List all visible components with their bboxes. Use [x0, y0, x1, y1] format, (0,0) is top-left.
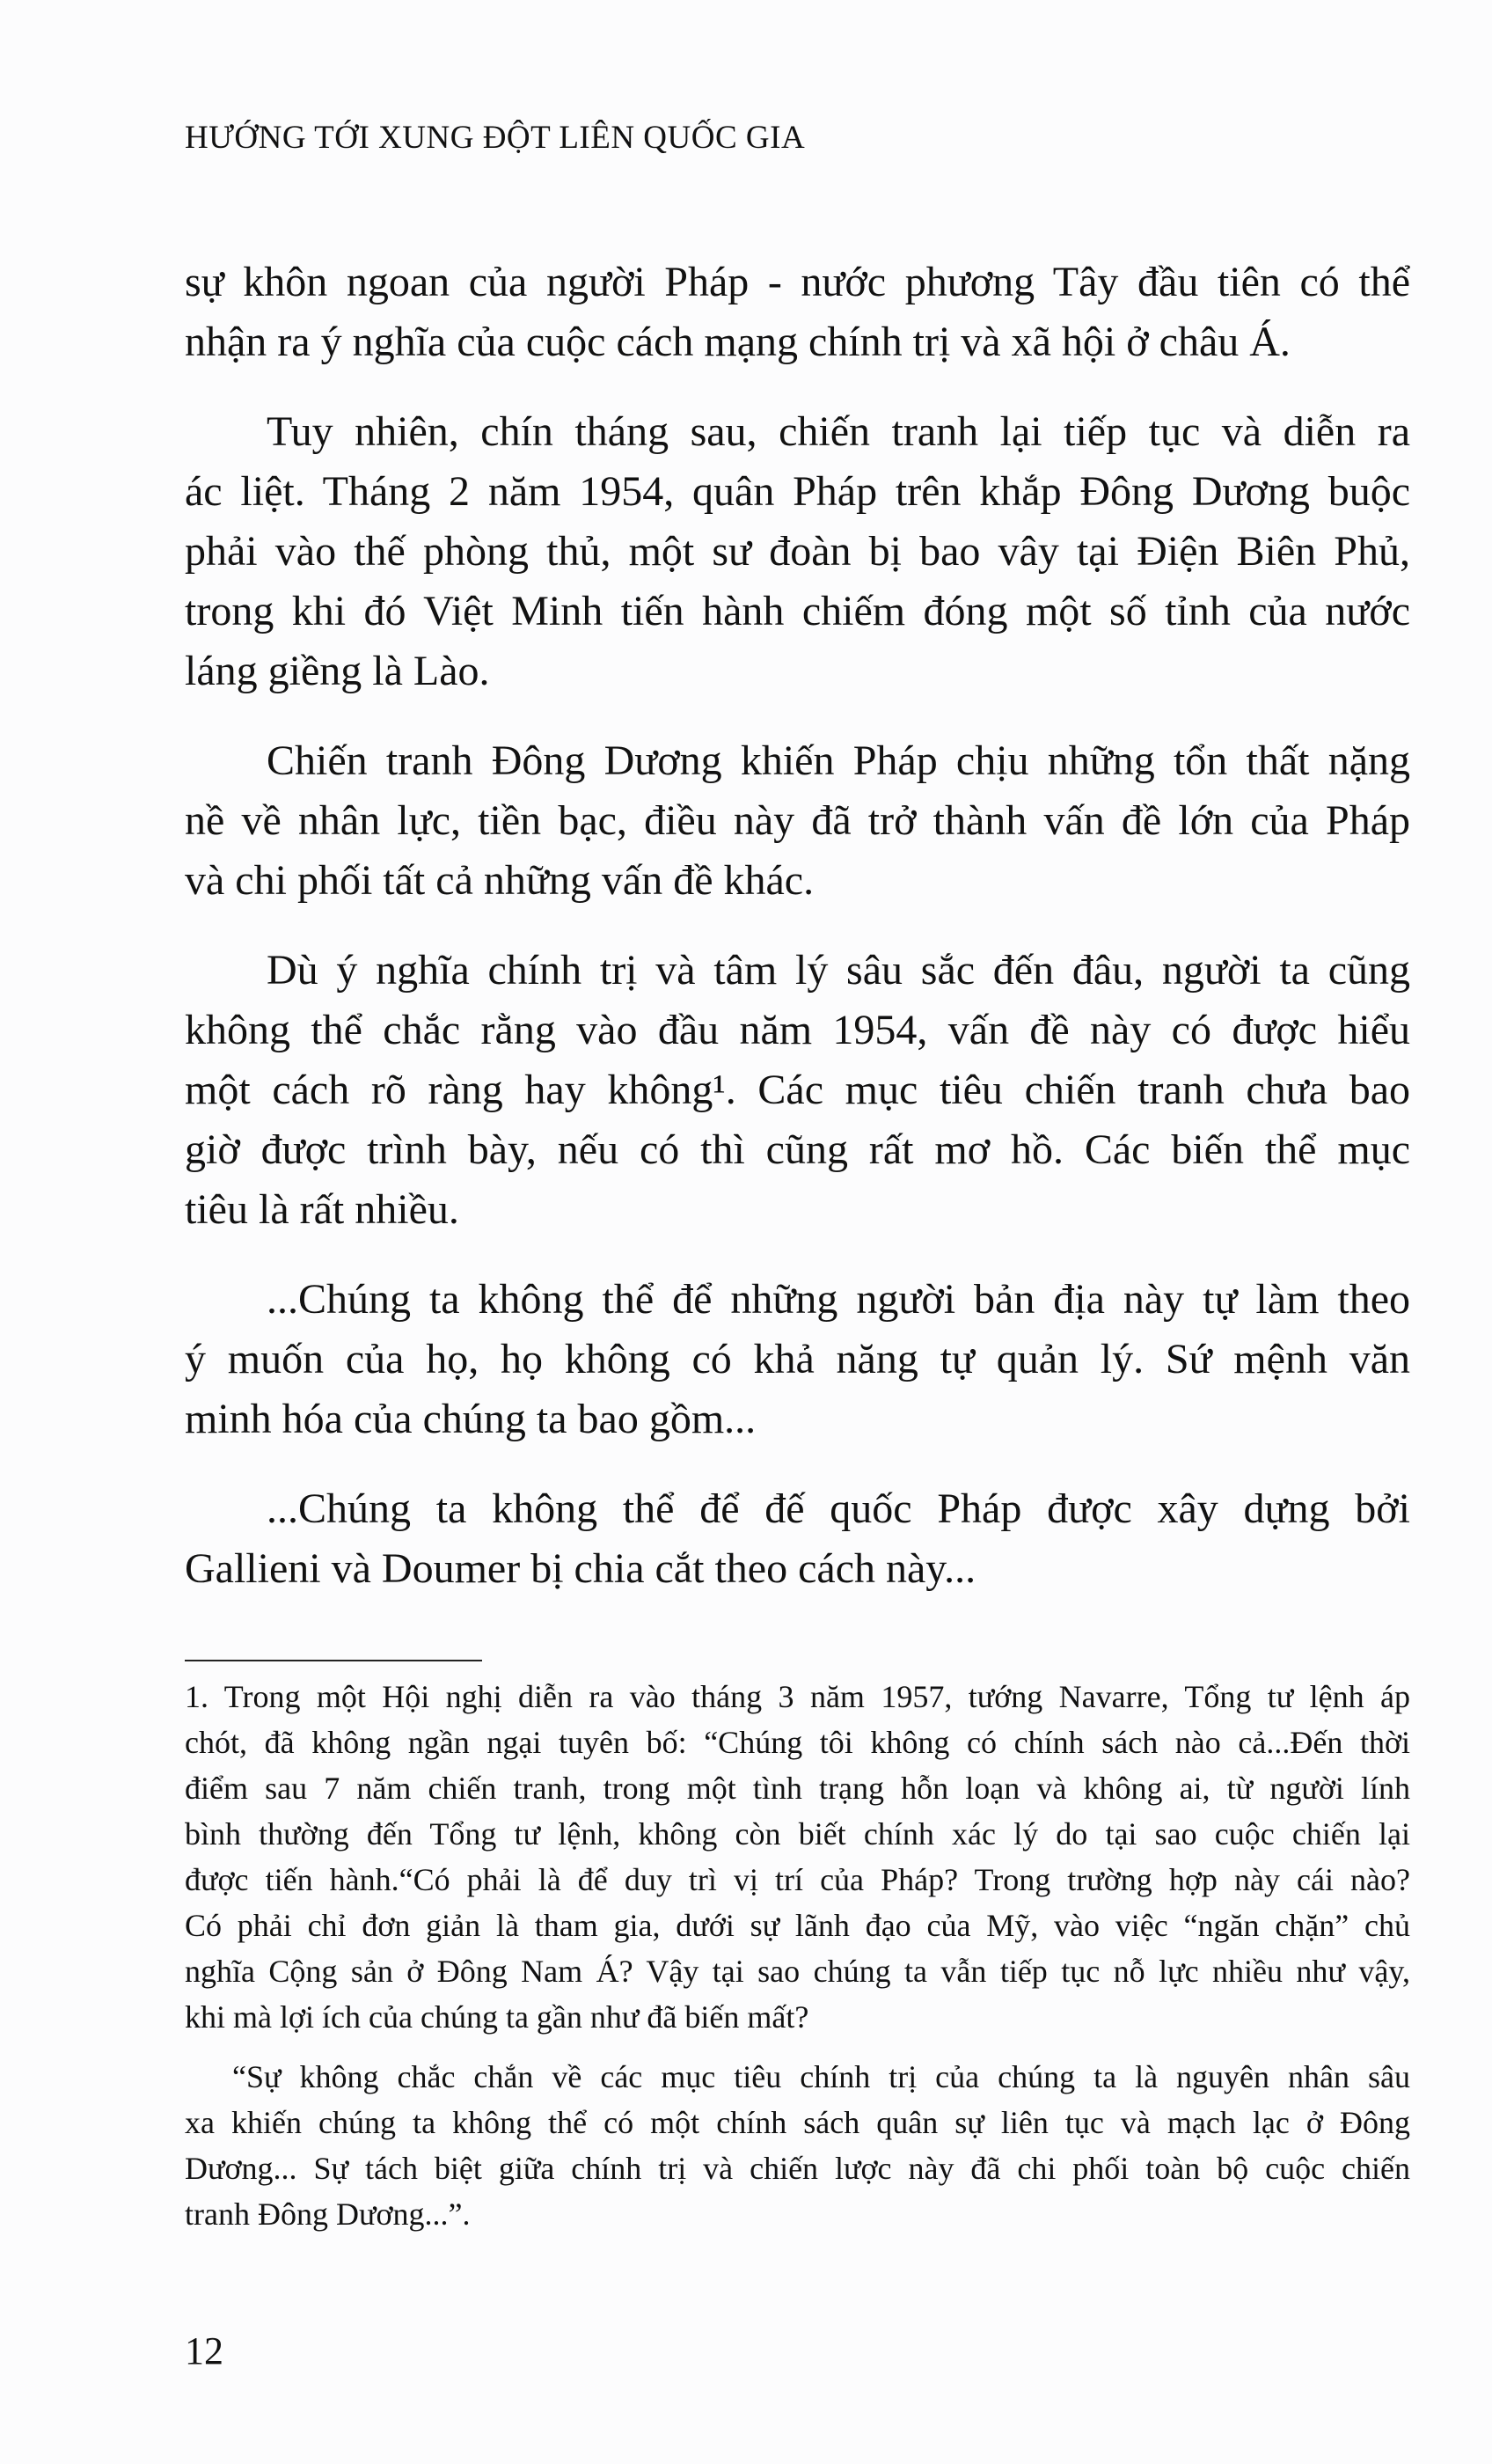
- paragraph: [185, 253, 1410, 372]
- text-line: Dù ý nghĩa chính trị và tâm lý sâu sắc đến đâu, người ta cũng: [267, 947, 1410, 994]
- text-line: ác liệt. Tháng 2 năm 1954, quân Pháp trên khắp Đông Dương buộc: [185, 468, 1410, 515]
- text-line: Dương... Sự tách biệt giữa chính trị và chiến lược này đã chi phối toàn bộ cuộc chiến: [185, 2151, 1410, 2186]
- text-line: không thể chắc rằng vào đầu năm 1954, vấn đề này có được hiểu: [185, 1007, 1410, 1053]
- text-line: bình thường đến Tổng tư lệnh, không còn biết chính xác lý do tại sao cuộc chiến lại: [185, 1816, 1410, 1852]
- paragraph: [185, 731, 1410, 911]
- text-line: nhận ra ý nghĩa của cuộc cách mạng chính trị và xã hội ở châu Á.: [185, 319, 1291, 365]
- text-line: ...Chúng ta không thể để đế quốc Pháp được xây dựng bởi: [267, 1485, 1410, 1532]
- text-line: ...Chúng ta không thể để những người bản địa này tự làm theo: [267, 1276, 1410, 1323]
- text-line: trong khi đó Việt Minh tiến hành chiếm đóng một số tỉnh của nước: [185, 588, 1410, 634]
- text-line: chót, đã không ngần ngại tuyên bố: “Chúng tôi không có chính sách nào cả...Đến thời: [185, 1725, 1410, 1760]
- text-line: giờ được trình bày, nếu có thì cũng rất mơ hồ. Các biến thể mục: [185, 1126, 1410, 1173]
- footnote-paragraph: [185, 2054, 1410, 2237]
- body-text: [185, 253, 1410, 1629]
- text-line: “Sự không chắc chắn về các mục tiêu chính trị của chúng ta là nguyên nhân sâu: [232, 2059, 1410, 2094]
- text-line: nghĩa Cộng sản ở Đông Nam Á? Vậy tại sao chúng ta vẫn tiếp tục nỗ lực nhiều như vậy,: [185, 1954, 1410, 1989]
- text-line: xa khiến chúng ta không thể có một chính sách quân sự liên tục và mạch lạc ở Đông: [185, 2105, 1410, 2140]
- text-line: phải vào thế phòng thủ, một sư đoàn bị bao vây tại Điện Biên Phủ,: [185, 528, 1410, 575]
- text-line: Tuy nhiên, chín tháng sau, chiến tranh lại tiếp tục và diễn ra: [267, 408, 1410, 455]
- text-line: ý muốn của họ, họ không có khả năng tự quản lý. Sứ mệnh văn: [185, 1336, 1410, 1382]
- running-header: HƯỚNG TỚI XUNG ĐỘT LIÊN QUỐC GIA: [185, 120, 806, 156]
- text-line: láng giềng là Lào.: [185, 648, 490, 694]
- paragraph: [185, 1479, 1410, 1599]
- text-line: nề về nhân lực, tiền bạc, điều này đã trở thành vấn đề lớn của Pháp: [185, 797, 1410, 844]
- text-line: khi mà lợi ích của chúng ta gần như đã biến mất?: [185, 1999, 809, 2035]
- paragraph: [185, 402, 1410, 701]
- text-line: Chiến tranh Đông Dương khiến Pháp chịu những tổn thất nặng: [267, 737, 1410, 784]
- paragraph: [185, 1270, 1410, 1449]
- paragraph: [185, 941, 1410, 1240]
- text-line: sự khôn ngoan của người Pháp - nước phương Tây đầu tiên có thể: [185, 259, 1410, 305]
- footnote-paragraph: [185, 1674, 1410, 2040]
- text-line: Gallieni và Doumer bị chia cắt theo cách này...: [185, 1545, 976, 1592]
- text-line: Có phải chỉ đơn giản là tham gia, dưới sự lãnh đạo của Mỹ, vào việc “ngăn chặn” chủ: [185, 1908, 1410, 1943]
- text-line: được tiến hành.“Có phải là để duy trì vị trí của Pháp? Trong trường hợp này cái nào?: [185, 1862, 1410, 1897]
- text-line: minh hóa của chúng ta bao gồm...: [185, 1396, 757, 1442]
- page-number: 12: [185, 2329, 223, 2372]
- text-line: và chi phối tất cả những vấn đề khác.: [185, 857, 815, 904]
- text-line: một cách rõ ràng hay không¹. Các mục tiêu chiến tranh chưa bao: [185, 1067, 1410, 1113]
- text-line: 1. Trong một Hội nghị diễn ra vào tháng 3 năm 1957, tướng Navarre, Tổng tư lệnh áp: [185, 1679, 1410, 1714]
- text-line: tiêu là rất nhiều.: [185, 1186, 459, 1233]
- text-line: điểm sau 7 năm chiến tranh, trong một tình trạng hỗn loạn và không ai, từ người lính: [185, 1771, 1410, 1806]
- text-line: tranh Đông Dương...”.: [185, 2196, 471, 2232]
- footnote: [185, 1674, 1410, 2251]
- footnote-divider: [185, 1660, 482, 1661]
